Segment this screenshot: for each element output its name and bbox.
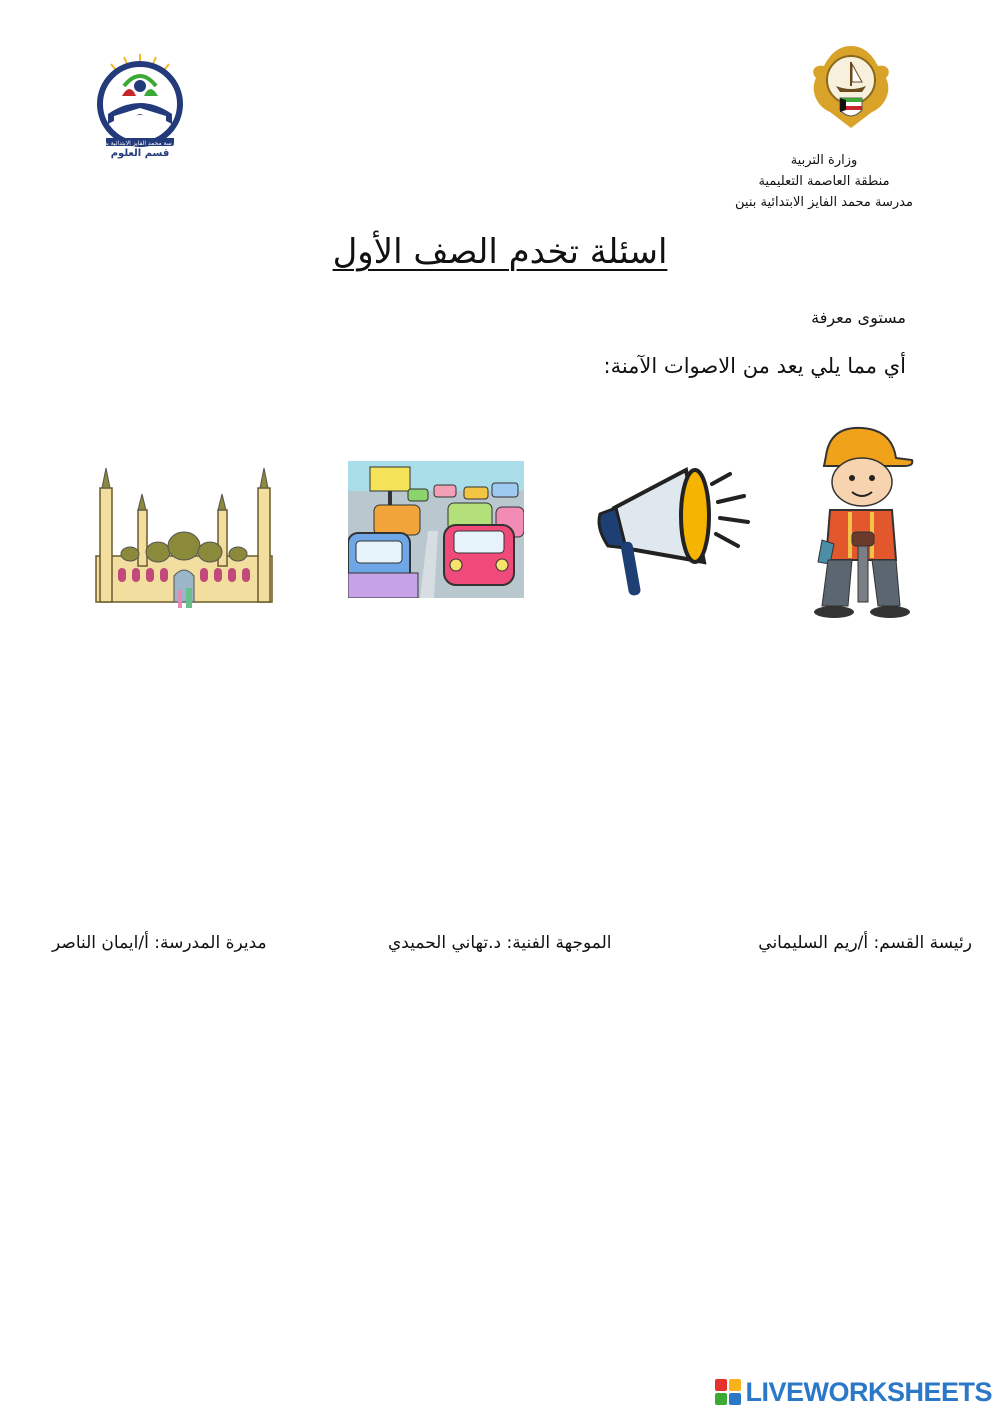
grid-cell-red [715, 1379, 727, 1391]
school-logo [84, 52, 196, 160]
page-title [0, 232, 1000, 272]
megaphone-icon[interactable] [594, 462, 754, 602]
signature-supervisor: الموجهة الفنية: د.تهاني الحميدي [388, 933, 612, 953]
ministry-name: وزارة التربية [790, 153, 858, 168]
mosque-icon[interactable] [88, 460, 280, 612]
question-text: أي مما يلي يعد من الاصوات الآمنة: [603, 354, 906, 378]
page-title-text: اسئلة تخدم الصف الأول [332, 232, 668, 272]
kuwait-emblem [808, 42, 894, 132]
school-logo-caption [84, 140, 196, 158]
grid-cell-blue [729, 1393, 741, 1405]
signature-department-head: رئيسة القسم: أ/ريم السليماني [758, 933, 972, 953]
level-label: مستوى معرفة [811, 308, 906, 327]
liveworksheets-grid-icon [715, 1379, 741, 1405]
liveworksheets-logo[interactable] [715, 1377, 992, 1407]
school-logo-caption-line1: مدرسة محمد الفايز الابتدائية بنين [98, 140, 182, 147]
ministry-header [704, 150, 944, 213]
district-name: منطقة العاصمة التعليمية [758, 174, 890, 189]
signature-principal: مديرة المدرسة: أ/ايمان الناصر [52, 933, 267, 953]
school-logo-caption-line2: قسم العلوم [110, 148, 170, 159]
grid-cell-green [715, 1393, 727, 1405]
traffic-jam-icon[interactable] [348, 461, 524, 598]
liveworksheets-text: LIVEWORKSHEETS [745, 1376, 992, 1407]
grid-cell-yellow [729, 1379, 741, 1391]
worker-jackhammer-icon[interactable] [800, 420, 920, 620]
school-name: مدرسة محمد الفايز الابتدائية بنين [735, 195, 913, 210]
